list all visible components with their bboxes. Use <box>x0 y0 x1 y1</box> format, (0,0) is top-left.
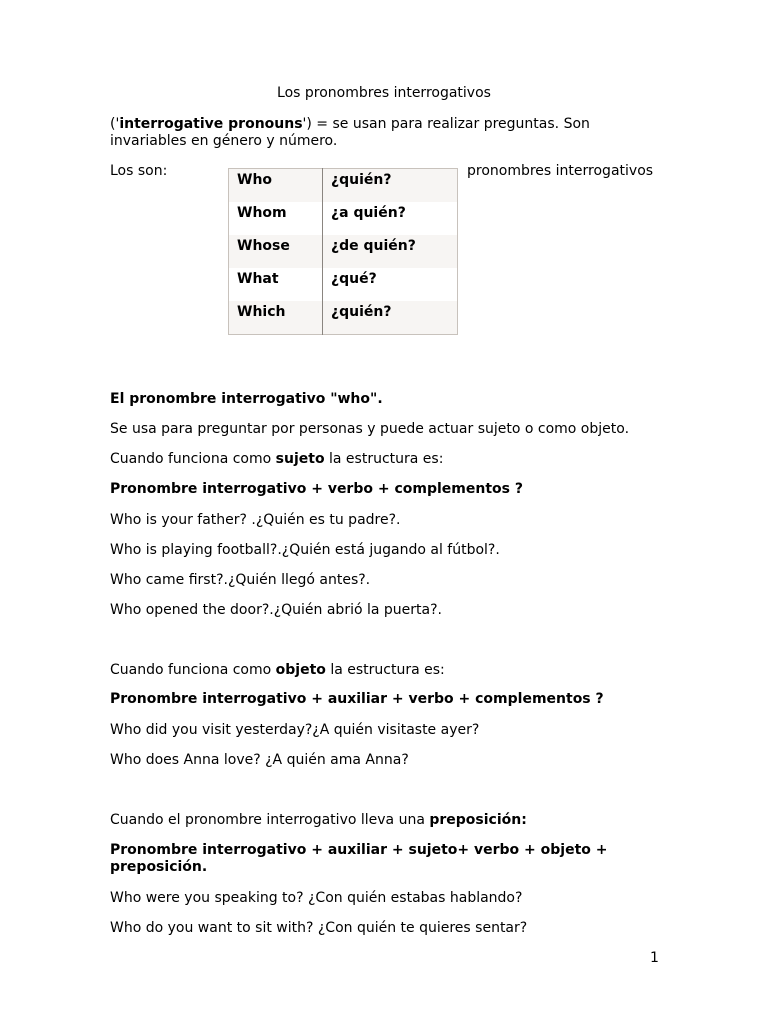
example-sentence: Who is your father? .¿Quién es tu padre?. <box>110 512 401 528</box>
example-sentence: Who opened the door?.¿Quién abrió la puerta?. <box>110 602 442 618</box>
table-cell-spanish: ¿a quién? <box>323 202 458 235</box>
table-cell-spanish: ¿qué? <box>323 268 458 301</box>
intro-open: (' <box>110 116 120 132</box>
table-cell-english: Who <box>229 169 323 202</box>
table-cell-english: Which <box>229 301 323 335</box>
table-cell-spanish: ¿quién? <box>323 169 458 202</box>
intro-paragraph <box>110 116 610 150</box>
pronouns-table <box>228 168 458 335</box>
table-cell-english: Whose <box>229 235 323 268</box>
preposition-intro: Cuando el pronombre interrogativo lleva una preposición: <box>110 812 527 828</box>
object-structure: Pronombre interrogativo + auxiliar + verbo + complementos ? <box>110 691 604 707</box>
example-sentence: Who came first?.¿Quién llegó antes?. <box>110 572 371 588</box>
table-row <box>229 268 458 301</box>
page-number: 1 <box>650 950 659 966</box>
table-cell-spanish: ¿de quién? <box>323 235 458 268</box>
table-row <box>229 169 458 202</box>
intro-term: interrogative pronouns <box>119 116 303 132</box>
table-cell-english: Whom <box>229 202 323 235</box>
example-sentence: Who is playing football?.¿Quién está jugando al fútbol?. <box>110 542 500 558</box>
table-row <box>229 202 458 235</box>
table-cell-english: What <box>229 268 323 301</box>
who-usage-text: Se usa para preguntar por personas y puede actuar sujeto o como objeto. <box>110 421 630 437</box>
example-sentence: Who did you visit yesterday?¿A quién visitaste ayer? <box>110 722 480 738</box>
pronombres-label: pronombres interrogativos <box>467 163 654 179</box>
subject-structure: Pronombre interrogativo + verbo + complementos ? <box>110 481 523 497</box>
table-row <box>229 301 458 335</box>
object-intro: Cuando funciona como objeto la estructura es: <box>110 662 445 678</box>
intro-rest: ') = se usan para realizar preguntas. Son invariables en género y número. <box>110 116 590 149</box>
table-row <box>229 235 458 268</box>
section-heading-who: El pronombre interrogativo "who". <box>110 391 383 407</box>
subject-intro: Cuando funciona como sujeto la estructura es: <box>110 451 444 467</box>
table-cell-spanish: ¿quién? <box>323 301 458 335</box>
los-son-label: Los son: <box>110 163 168 179</box>
page-title: Los pronombres interrogativos <box>277 85 491 101</box>
preposition-structure: Pronombre interrogativo + auxiliar + sujeto+ verbo + objeto + preposición. <box>110 842 608 875</box>
example-sentence: Who does Anna love? ¿A quién ama Anna? <box>110 752 409 768</box>
example-sentence: Who do you want to sit with? ¿Con quién te quieres sentar? <box>110 920 528 936</box>
example-sentence: Who were you speaking to? ¿Con quién estabas hablando? <box>110 890 523 906</box>
